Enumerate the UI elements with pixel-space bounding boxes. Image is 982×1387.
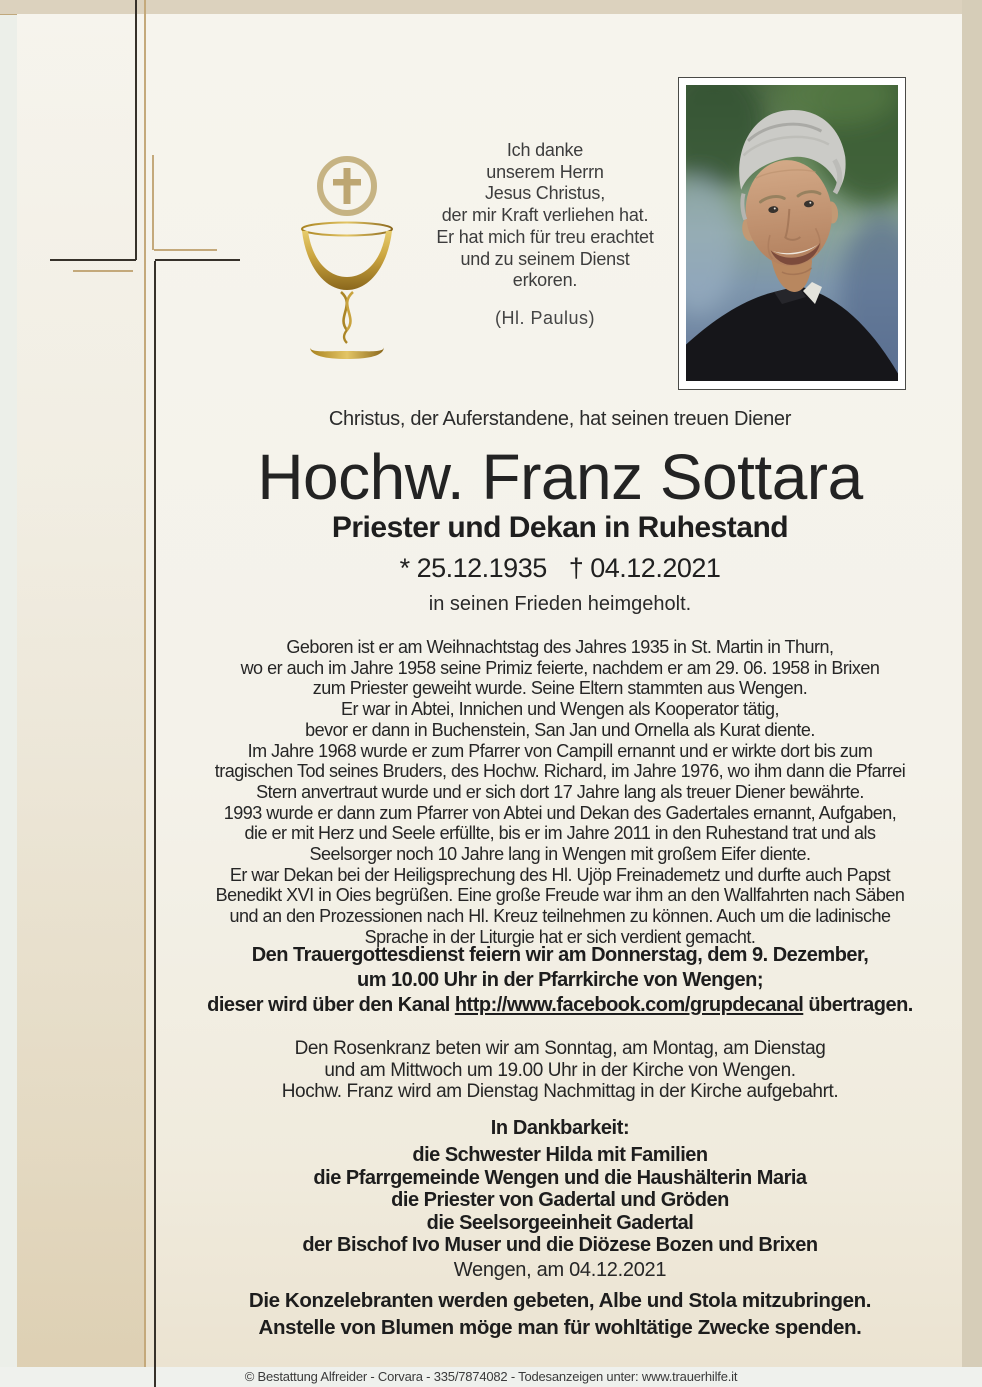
bio-line: Seelsorger noch 10 Jahre lang in Wengen mit großem Eifer diente. xyxy=(309,844,811,865)
bio-line: Im Jahre 1968 wurde er zum Pfarrer von Campill ernannt und er wirkte dort bis zum xyxy=(247,740,873,761)
bio-line: Benedikt XVI in Oies begrüßen. Eine große Freude war ihm an den Wallfahrten nach Säben xyxy=(215,885,905,906)
portrait-photo xyxy=(678,77,906,390)
quote-line: der mir Kraft verliehen hat. xyxy=(441,205,649,226)
quote-line: Jesus Christus, xyxy=(484,183,606,204)
quote-attribution: (Hl. Paulus) xyxy=(494,307,596,328)
cross-dark-horizontal-right-icon xyxy=(155,259,240,261)
flowers-note: Anstelle von Blumen möge man für wohltätige Zwecke spenden. xyxy=(258,1316,862,1339)
deceased-role: Priester und Dekan in Ruhestand xyxy=(331,511,789,544)
gratitude-entry: die Pfarrgemeinde Wengen und die Haushälterin Maria xyxy=(313,1166,807,1189)
bio-line: tragischen Tod seines Bruders, des Hochw. Richard, im Jahre 1976, wo ihm dann die Pfarrei xyxy=(214,761,906,782)
funeral-line xyxy=(160,993,960,1018)
quote-line: unserem Herrn xyxy=(486,161,604,182)
funeral-link-suffix: übertragen. xyxy=(803,994,913,1016)
bio-line: Sprache in der Liturgie hat er sich verdient gemacht. xyxy=(364,926,756,947)
cross-dark-horizontal-left-icon xyxy=(50,259,136,261)
bio-line: die er mit Herz und Seele erfüllte, bis er im Jahre 2011 in den Ruhestand trat und als xyxy=(244,823,876,844)
quote-line: und zu seinem Dienst xyxy=(460,248,630,269)
gratitude-entry: der Bischof Ivo Muser und die Diözese Bozen und Brixen xyxy=(302,1234,818,1256)
death-date: † 04.12.2021 xyxy=(568,553,721,583)
bio-line: bevor er dann in Buchenstein, San Jan und Ornella als Kurat diente. xyxy=(305,719,815,740)
quote-line: Er hat mich für treu erachtet xyxy=(436,226,654,247)
place-dateline: Wengen, am 04.12.2021 xyxy=(453,1259,667,1281)
gratitude-heading: In Dankbarkeit: xyxy=(490,1117,630,1139)
gratitude-entry: die Seelsorgeeinheit Gadertal xyxy=(426,1211,694,1234)
gratitude-entry: die Schwester Hilda mit Familien xyxy=(412,1144,708,1166)
rosary-line: und am Mittwoch um 19.00 Uhr in der Kirche von Wengen. xyxy=(324,1059,796,1081)
rosary-announcement xyxy=(160,1038,960,1103)
funeral-line: um 10.00 Uhr in der Pfarrkirche von Wengen; xyxy=(356,969,764,991)
quote-line: Ich danke xyxy=(506,140,584,160)
epitaph-line: in seinen Frieden heimgeholt. xyxy=(428,593,692,615)
cross-tan-corner-horizontal-icon xyxy=(154,249,217,251)
card-fold-shade xyxy=(17,14,144,1367)
bio-line: und an den Prozessionen nach Hl. Kreuz teilnehmen zu können. Auch um die ladinische xyxy=(229,906,891,927)
intro-line: Christus, der Auferstandene, hat seinen treuen Diener xyxy=(328,408,792,430)
rosary-line: Hochw. Franz wird am Dienstag Nachmittag in der Kirche aufgebahrt. xyxy=(281,1081,839,1102)
bio-line: 1993 wurde er dann zum Pfarrer von Abtei und Dekan des Gadertales ernannt, Aufgaben, xyxy=(223,802,897,823)
bio-line: Er war Dekan bei der Heiligsprechung des Hl. Ujöp Freinademetz und durfte auch Papst xyxy=(229,864,891,885)
life-dates xyxy=(160,553,960,584)
publisher-footer: © Bestattung Alfreider - Corvara - 335/7874082 - Todesanzeigen unter: www.trauerhilfe.it xyxy=(244,1369,738,1384)
funeral-line: Den Trauergottesdienst feiern wir am Donnerstag, dem 9. Dezember, xyxy=(251,944,869,966)
gratitude-list xyxy=(160,1144,960,1257)
bio-line: zum Priester geweiht wurde. Seine Eltern stammten aus Wengen. xyxy=(312,678,808,699)
rosary-line: Den Rosenkranz beten wir am Sonntag, am Montag, am Dienstag xyxy=(294,1038,826,1059)
funeral-announcement xyxy=(160,943,960,1018)
funeral-link-prefix: dieser wird über den Kanal xyxy=(207,994,455,1016)
quote-line: erkoren. xyxy=(512,270,578,291)
biography-text xyxy=(160,637,960,948)
birth-date: * 25.12.1935 xyxy=(399,553,547,583)
bio-line: Stern anvertraut wurde und er sich dort 17 Jahre lang als treuer Diener bewährte. xyxy=(256,781,864,802)
bio-line: Er war in Abtei, Innichen und Wengen als Kooperator tätig, xyxy=(341,699,779,720)
cross-dark-vertical-bottom-icon xyxy=(154,261,156,1387)
scan-right-band xyxy=(962,0,982,1367)
cross-tan-horizontal-left-icon xyxy=(73,270,133,272)
cross-tan-corner-vertical-icon xyxy=(152,155,154,250)
cross-tan-vertical-icon xyxy=(144,0,146,1367)
bio-line: Geboren ist er am Weihnachtstag des Jahres 1935 in St. Martin in Thurn, xyxy=(286,637,834,657)
deceased-name: Hochw. Franz Sottara xyxy=(257,441,863,513)
facebook-stream-link[interactable]: http://www.facebook.com/grupdecanal xyxy=(454,994,804,1016)
chalice-with-host-icon xyxy=(286,147,410,365)
bio-line: wo er auch im Jahre 1958 seine Primiz feierte, nachdem er am 29. 06. 1958 in Brixen xyxy=(240,657,880,678)
gratitude-entry: die Priester von Gadertal und Gröden xyxy=(391,1189,729,1211)
concelebrants-note: Die Konzelebranten werden gebeten, Albe und Stola mitzubringen. xyxy=(248,1289,872,1312)
cross-dark-vertical-top-icon xyxy=(135,0,137,260)
dedication-quote xyxy=(395,140,695,329)
